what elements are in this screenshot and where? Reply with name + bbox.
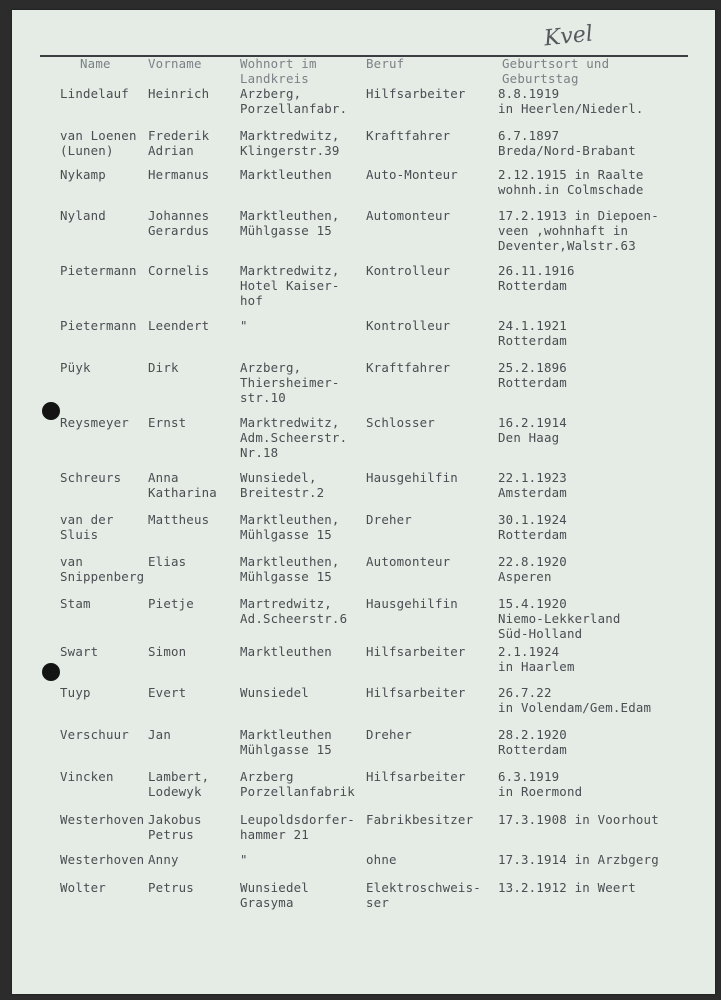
cell-beruf: Automonteur	[366, 554, 451, 569]
cell-name: van Loenen (Lunen)	[60, 128, 137, 158]
cell-wohnort: Wunsiedel Grasyma	[240, 880, 309, 910]
cell-name: van Snippenberg	[60, 554, 145, 584]
header-wohnort: Wohnort im Landkreis	[240, 56, 317, 86]
cell-geburt: 6.7.1897 Breda/Nord-Brabant	[498, 128, 636, 158]
cell-vorname: Jan	[148, 727, 171, 742]
cell-wohnort: Arzberg, Thiersheimer- str.10	[240, 360, 340, 405]
cell-vorname: Evert	[148, 685, 187, 700]
cell-geburt: 28.2.1920 Rotterdam	[498, 727, 567, 757]
cell-beruf: ohne	[366, 852, 397, 867]
cell-name: Nykamp	[60, 167, 106, 182]
cell-vorname: Hermanus	[148, 167, 210, 182]
cell-geburt: 15.4.1920 Niemo-Lekkerland Süd-Holland	[498, 596, 621, 641]
cell-wohnort: Arzberg, Porzellanfabr.	[240, 86, 348, 116]
cell-wohnort: Marktredwitz, Hotel Kaiser- hof	[240, 263, 340, 308]
cell-vorname: Cornelis	[148, 263, 210, 278]
cell-beruf: Dreher	[366, 727, 412, 742]
cell-vorname: Mattheus	[148, 512, 210, 527]
cell-vorname: Frederik Adrian	[148, 128, 210, 158]
header-vorname: Vorname	[148, 56, 202, 71]
header-name: Name	[80, 56, 111, 71]
cell-name: Verschuur	[60, 727, 129, 742]
cell-beruf: Auto-Monteur	[366, 167, 458, 182]
cell-beruf: Schlosser	[366, 415, 435, 430]
header-beruf: Beruf	[366, 56, 405, 71]
cell-beruf: Hausgehilfin	[366, 470, 458, 485]
cell-name: Püyk	[60, 360, 91, 375]
cell-geburt: 8.8.1919 in Heerlen/Niederl.	[498, 86, 644, 116]
cell-name: Reysmeyer	[60, 415, 129, 430]
cell-vorname: Heinrich	[148, 86, 210, 101]
cell-beruf: Kraftfahrer	[366, 360, 451, 375]
cell-geburt: 30.1.1924 Rotterdam	[498, 512, 567, 542]
punch-hole-lower	[42, 663, 60, 681]
cell-wohnort: Marktleuthen, Mühlgasse 15	[240, 554, 340, 584]
cell-beruf: Fabrikbesitzer	[366, 812, 474, 827]
cell-wohnort: Wunsiedel	[240, 685, 309, 700]
cell-wohnort: Marktleuthen, Mühlgasse 15	[240, 512, 340, 542]
cell-wohnort: Marktleuthen	[240, 167, 332, 182]
cell-beruf: Dreher	[366, 512, 412, 527]
cell-wohnort: Marktleuthen, Mühlgasse 15	[240, 208, 340, 238]
cell-vorname: Pietje	[148, 596, 194, 611]
cell-geburt: 2.12.1915 in Raalte wohnh.in Colmschade	[498, 167, 644, 197]
cell-name: Stam	[60, 596, 91, 611]
cell-beruf: Hilfsarbeiter	[366, 644, 466, 659]
cell-name: Westerhoven	[60, 852, 145, 867]
cell-geburt: 26.7.22 in Volendam/Gem.Edam	[498, 685, 652, 715]
cell-vorname: Johannes Gerardus	[148, 208, 210, 238]
punch-hole-upper	[42, 402, 60, 420]
cell-geburt: 16.2.1914 Den Haag	[498, 415, 567, 445]
cell-beruf: Hilfsarbeiter	[366, 685, 466, 700]
cell-vorname: Lambert, Lodewyk	[148, 769, 210, 799]
cell-beruf: Hilfsarbeiter	[366, 86, 466, 101]
cell-vorname: Elias	[148, 554, 187, 569]
cell-name: Pietermann	[60, 263, 137, 278]
cell-wohnort: Martredwitz, Ad.Scheerstr.6	[240, 596, 348, 626]
cell-name: Vincken	[60, 769, 114, 784]
cell-wohnort: "	[240, 852, 248, 867]
cell-geburt: 22.1.1923 Amsterdam	[498, 470, 567, 500]
cell-wohnort: Leupoldsdorfer- hammer 21	[240, 812, 355, 842]
cell-wohnort: Marktredwitz, Klingerstr.39	[240, 128, 340, 158]
cell-geburt: 17.3.1914 in Arzbgerg	[498, 852, 659, 867]
cell-wohnort: Wunsiedel, Breitestr.2	[240, 470, 325, 500]
cell-vorname: Petrus	[148, 880, 194, 895]
cell-name: Swart	[60, 644, 99, 659]
cell-geburt: 2.1.1924 in Haarlem	[498, 644, 575, 674]
cell-beruf: Kontrolleur	[366, 318, 451, 333]
cell-name: Westerhoven	[60, 812, 145, 827]
cell-wohnort: Marktleuthen	[240, 644, 332, 659]
handwritten-corner-note: Kvel	[542, 21, 595, 52]
cell-vorname: Anna Katharina	[148, 470, 217, 500]
cell-wohnort: Marktleuthen Mühlgasse 15	[240, 727, 332, 757]
cell-geburt: 17.2.1913 in Diepoen- veen ,wohnhaft in Deventer,Walstr.63	[498, 208, 659, 253]
cell-geburt: 6.3.1919 in Roermond	[498, 769, 583, 799]
cell-name: Lindelauf	[60, 86, 129, 101]
cell-geburt: 13.2.1912 in Weert	[498, 880, 636, 895]
cell-vorname: Simon	[148, 644, 187, 659]
cell-vorname: Leendert	[148, 318, 210, 333]
cell-name: Nyland	[60, 208, 106, 223]
cell-beruf: Kraftfahrer	[366, 128, 451, 143]
header-geburt: Geburtsort und Geburtstag	[502, 56, 610, 86]
cell-beruf: Automonteur	[366, 208, 451, 223]
cell-geburt: 22.8.1920 Asperen	[498, 554, 567, 584]
cell-vorname: Anny	[148, 852, 179, 867]
cell-wohnort: Marktredwitz, Adm.Scheerstr. Nr.18	[240, 415, 348, 460]
document-page	[12, 10, 715, 994]
cell-geburt: 26.11.1916 Rotterdam	[498, 263, 575, 293]
cell-name: Tuyp	[60, 685, 91, 700]
cell-name: Wolter	[60, 880, 106, 895]
cell-vorname: Jakobus Petrus	[148, 812, 202, 842]
cell-vorname: Ernst	[148, 415, 187, 430]
cell-geburt: 24.1.1921 Rotterdam	[498, 318, 567, 348]
cell-geburt: 25.2.1896 Rotterdam	[498, 360, 567, 390]
cell-vorname: Dirk	[148, 360, 179, 375]
cell-beruf: Hilfsarbeiter	[366, 769, 466, 784]
cell-geburt: 17.3.1908 in Voorhout	[498, 812, 659, 827]
cell-name: van der Sluis	[60, 512, 114, 542]
cell-beruf: Hausgehilfin	[366, 596, 458, 611]
cell-beruf: Elektroschweis- ser	[366, 880, 481, 910]
cell-name: Schreurs	[60, 470, 122, 485]
cell-wohnort: Arzberg Porzellanfabrik	[240, 769, 355, 799]
cell-wohnort: "	[240, 318, 248, 333]
cell-beruf: Kontrolleur	[366, 263, 451, 278]
cell-name: Pietermann	[60, 318, 137, 333]
